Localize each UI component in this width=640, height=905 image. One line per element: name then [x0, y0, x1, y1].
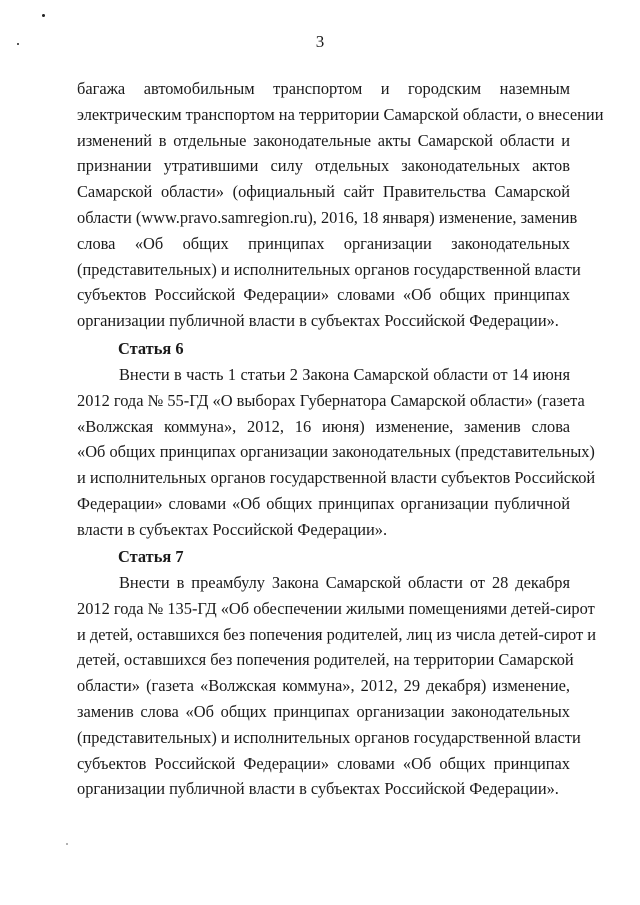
scan-speck	[66, 843, 68, 845]
article-6-paragraph	[77, 362, 596, 543]
text-line: (представительных) и исполнительных органов государственной власти	[77, 259, 581, 279]
text-line: детей, оставшихся без попечения родителей, на территории Самарской	[77, 650, 574, 670]
scan-speck	[42, 14, 45, 17]
text-line: и детей, оставшихся без попечения родителей, лиц из числа детей-сирот и	[77, 624, 597, 644]
text-line: Самарской области» (официальный сайт Правительства Самарской	[77, 182, 570, 202]
text-line: организации публичной власти в субъектах Российской Федерации».	[77, 311, 559, 331]
text-line: заменив слова «Об общих принципах организации законодательных	[77, 701, 570, 721]
text-line: Внести в преамбулу Закона Самарской области от 28 декабря	[119, 573, 570, 592]
text-line: Внести в часть 1 статьи 2 Закона Самарской области от 14 июня	[119, 365, 570, 384]
text-line: области» (газета «Волжская коммуна», 2012, 29 декабря) изменение,	[77, 676, 570, 696]
text-line: электрическим транспортом на территории Самарской области, о внесении	[77, 104, 604, 124]
text-line: области (www.pravo.samregion.ru), 2016, 18 января) изменение, заменив	[77, 207, 578, 227]
text-line: субъектов Российской Федерации» словами «Об общих принципах	[77, 753, 570, 773]
text-line: изменений в отдельные законодательные акты Самарской области и	[77, 130, 570, 150]
text-line: субъектов Российской Федерации» словами «Об общих принципах	[77, 285, 570, 305]
text-line: «Волжская коммуна», 2012, 16 июня) изменение, заменив слова	[77, 416, 570, 436]
article-7-paragraph	[77, 570, 597, 802]
text-line: организации публичной власти в субъектах Российской Федерации».	[77, 779, 559, 799]
article-7-heading: Статья 7	[118, 547, 184, 566]
text-line: власти в субъектах Российской Федерации».	[77, 519, 388, 539]
text-line: 2012 года № 55-ГД «О выборах Губернатора Самарской области» (газета	[77, 390, 585, 410]
text-line: признании утратившими силу отдельных законодательных актов	[77, 156, 570, 176]
text-line: 2012 года № 135-ГД «Об обеспечении жилыми помещениями детей-сирот	[77, 598, 595, 618]
text-line: багажа автомобильным транспортом и городским наземным	[77, 79, 570, 98]
text-line: Федерации» словами «Об общих принципах организации публичной	[77, 493, 570, 513]
text-line: (представительных) и исполнительных органов государственной власти	[77, 727, 581, 747]
text-line: «Об общих принципах организации законодательных (представительных)	[77, 442, 595, 462]
text-line: слова «Об общих принципах организации законодательных	[77, 233, 570, 253]
article-6-heading: Статья 6	[118, 339, 184, 358]
text-line: и исполнительных органов государственной власти субъектов Российской	[77, 468, 596, 488]
page-number: 3	[315, 32, 325, 51]
intro-paragraph	[77, 76, 604, 334]
